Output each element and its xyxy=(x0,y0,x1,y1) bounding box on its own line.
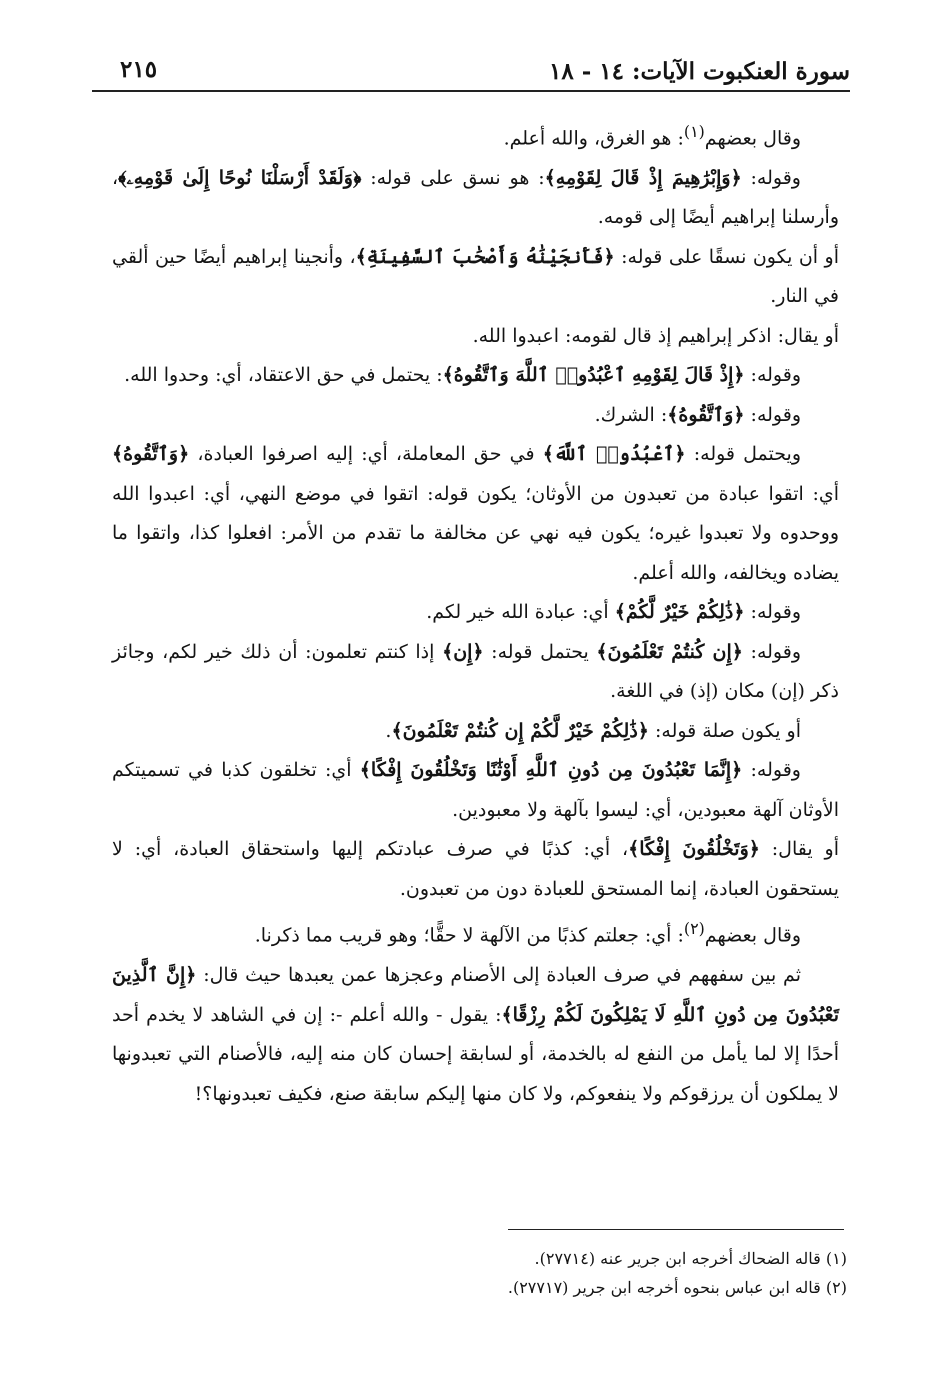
paragraph-text: : الشرك. xyxy=(594,403,668,426)
paragraph xyxy=(112,435,839,593)
paragraph-text: أي: اتقوا عبادة من تعبدون من الأوثان؛ يكون قوله: اتقوا في موضع النهي، أي: اعبدوا الله ووحدوه ولا تعبدوا غيره؛ يكون فيه نهي عن مخالفة ما تقدم من الأمر: افعلوا كذا، واتقوا ما يضاده ويخالفه، والله أعلم. xyxy=(112,482,839,584)
paragraph-text: ويحتمل قوله: xyxy=(685,443,801,466)
page-header xyxy=(92,46,850,92)
paragraph-text: وقال بعضهم xyxy=(704,924,801,947)
paragraph-text: أي: تخلقون كذبا في تسميتكم الأوثان آلهة معبودين، أي: ليسوا بآلهة ولا معبودين. xyxy=(112,759,839,821)
paragraph-text: ثم بين سفههم في صرف العبادة إلى الأصنام وعجزها عمن يعبدها حيث قال: xyxy=(196,964,801,987)
quran-quote: ﴿وَإِبْرَٰهِيمَ إِذْ قَالَ لِقَوْمِهِ﴾ xyxy=(544,166,742,189)
quran-quote: ﴿إِن كُنتُمْ تَعْلَمُونَ﴾ xyxy=(596,640,743,663)
paragraph-text: ، وأنجينا إبراهيم أيضًا حين ألقي في النار. xyxy=(112,245,839,308)
quran-quote: ﴿فَأَنجَيْنَٰهُ وَأَصْحَٰبَ ٱلسَّفِينَةِ﴾ xyxy=(355,245,615,268)
quran-quote: ﴿وَٱتَّقُوهُ﴾ xyxy=(112,443,190,466)
paragraph-text: وقوله: xyxy=(742,640,801,663)
quran-quote: ﴿إِذْ قَالَ لِقَوْمِهِ ٱعْبُدُوا۟ ٱللَّهَ وَٱتَّقُوهُ﴾ xyxy=(442,364,745,387)
quran-quote: ﴿إِنَّمَا تَعْبُدُونَ مِن دُونِ ٱللَّهِ أَوْثَٰنًا وَتَخْلُقُونَ إِفْكًا﴾ xyxy=(359,759,743,782)
paragraph xyxy=(112,112,839,159)
quran-quote: ﴿إِنَّ ٱلَّذِينَ تَعْبُدُونَ مِن دُونِ ٱللَّهِ لَا يَمْلِكُونَ لَكُمْ رِزْقًا﴾ xyxy=(112,964,839,1026)
main-text xyxy=(112,112,839,1114)
paragraph-text: أو يقال: xyxy=(759,838,839,861)
paragraph-text: : يحتمل في حق الاعتقاد، أي: وحدوا الله. xyxy=(124,364,443,387)
quran-quote: ﴿ٱعْبُدُوا۟ ٱللَّهَ﴾ xyxy=(542,443,686,466)
paragraph-text: ، أي: كذبًا في صرف عبادتكم إليها واستحقاق العبادة، أي: لا يستحقون العبادة، إنما المستحق للعبادة دون من تعبدون. xyxy=(112,838,839,900)
paragraph xyxy=(112,751,839,830)
paragraph xyxy=(112,396,839,436)
paragraph-text: أو أن يكون نسقًا على قوله: xyxy=(614,245,839,268)
footnote-ref: (٢) xyxy=(683,919,705,939)
paragraph-text: إذا كنتم تعلمون: أن ذلك خير لكم، وجائز ذكر (إن) مكان (إذ) في اللغة. xyxy=(112,640,839,703)
paragraph xyxy=(112,956,839,1114)
paragraph-text: وقال بعضهم xyxy=(704,127,801,150)
paragraph-text: وقوله: xyxy=(744,364,801,387)
quran-quote: ﴿ذَٰلِكُمْ خَيْرٌ لَّكُمْ إِن كُنتُمْ تَعْلَمُونَ﴾ xyxy=(391,719,649,742)
paragraph-text: يحتمل قوله: xyxy=(483,640,597,663)
paragraph-text: : أي: جعلتم كذبًا من الآلهة لا حقًّا؛ وهو قريب مما ذكرنا. xyxy=(254,924,684,947)
paragraph-text: وقوله: xyxy=(744,403,801,426)
quran-quote: ﴿ذَٰلِكُمْ خَيْرٌ لَّكُمْ﴾ xyxy=(614,601,745,624)
paragraph-text: في حق المعاملة، أي: إليه اصرفوا العبادة، xyxy=(189,443,543,466)
paragraph-text: : يقول - والله أعلم -: إن في الشاهد لا يخدم أحد أحدًا إلا لما يأمل من النفع له بالخدمة، أو لسابقة إحسان كان منه إليه، فالأصنام التي تعبدونها لا يملكون أن يرزقوكم ولا ينفعوكم، ولا كان منها إليكم سابقة صنع، فكيف تعبدونها؟! xyxy=(112,1003,839,1105)
quran-quote: ﴿وَٱتَّقُوهُ﴾ xyxy=(667,403,745,426)
footnotes xyxy=(112,1244,847,1302)
paragraph xyxy=(112,830,839,909)
running-title: سورة العنكبوت الآيات: ١٤ - ١٨ xyxy=(548,58,850,85)
paragraph xyxy=(112,159,839,238)
paragraph xyxy=(112,356,839,396)
paragraph xyxy=(112,909,839,956)
page-number: ٢١٥ xyxy=(120,56,158,83)
paragraph: أو يقال: اذكر إبراهيم إذ قال لقومه: اعبدوا الله. xyxy=(472,324,839,347)
paragraph xyxy=(112,712,839,752)
paragraph-text: : هو الغرق، والله أعلم. xyxy=(503,127,684,150)
paragraph-text: أي: عبادة الله خير لكم. xyxy=(426,601,615,624)
paragraph-text: أو يكون صلة قوله: xyxy=(648,719,801,742)
footnote-ref: (١) xyxy=(683,122,705,141)
paragraph-text: : هو نسق على قوله: xyxy=(361,166,545,189)
footnote-divider xyxy=(508,1229,844,1230)
quran-quote: ﴿وَلَقَدْ أَرْسَلْنَا نُوحًا إِلَىٰ قَوْمِهِۦ﴾ xyxy=(118,166,362,189)
paragraph xyxy=(112,633,839,712)
quran-quote: ﴿وَتَخْلُقُونَ إِفْكًا﴾ xyxy=(628,838,760,861)
footnote: (٢) قاله ابن عباس بنحوه أخرجه ابن جرير (٢٧٧١٧). xyxy=(507,1278,847,1297)
paragraph-text: وقوله: xyxy=(742,759,801,782)
paragraph xyxy=(112,238,839,317)
paragraph-text: وقوله: xyxy=(744,601,801,624)
paragraph-text: . xyxy=(385,719,392,742)
quran-quote: ﴿إِن﴾ xyxy=(442,640,484,663)
paragraph-text: ، وأرسلنا إبراهيم أيضًا إلى قومه. xyxy=(112,166,839,229)
paragraph-text: وقوله: xyxy=(741,166,801,189)
paragraph xyxy=(112,593,839,633)
footnote: (١) قاله الضحاك أخرجه ابن جرير عنه (٢٧٧١٤). xyxy=(534,1249,847,1268)
